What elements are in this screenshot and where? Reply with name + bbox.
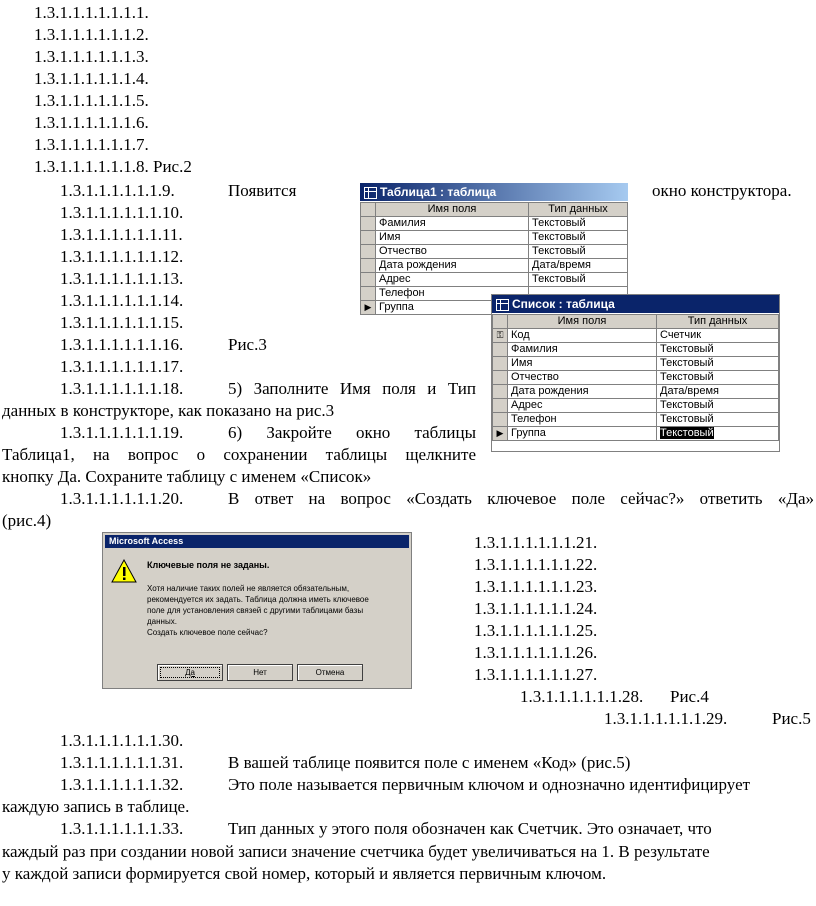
data-type-cell[interactable]: Текстовый <box>529 217 628 231</box>
dialog-body <box>147 583 369 638</box>
row-selector-header <box>493 315 508 329</box>
table-row[interactable] <box>361 245 628 259</box>
item-number: 1.3.1.1.1.1.1.1.23. <box>474 577 598 596</box>
item-number: 1.3.1.1.1.1.1.1.26. <box>474 643 598 662</box>
table-row[interactable] <box>493 329 779 343</box>
item-text: В ответ на вопрос «Создать ключевое поле сейчас?» ответить «Да» <box>228 489 814 508</box>
item-number: 1.3.1.1.1.1.1.1.22. <box>474 555 598 574</box>
field-name-cell[interactable]: Группа <box>376 301 529 315</box>
dialog-body-line: рекомендуется их задать. Таблица должна иметь ключевое <box>147 595 369 604</box>
table2-window <box>491 294 780 452</box>
item-number: 1.3.1.1.1.1.1.1.18. <box>60 379 184 398</box>
item-number: 1.3.1.1.1.1.1.1.14. <box>60 291 184 310</box>
column-header: Имя поля <box>508 315 657 329</box>
item-text: у каждой записи формируется свой номер, который и является первичным ключом. <box>2 864 607 883</box>
figure-caption: Рис.5 <box>772 709 811 728</box>
table-row[interactable] <box>493 357 779 371</box>
data-type-cell[interactable]: Дата/время <box>657 385 779 399</box>
row-selector[interactable] <box>493 357 508 371</box>
row-selector[interactable] <box>361 287 376 301</box>
row-selector[interactable] <box>493 399 508 413</box>
field-name-cell[interactable]: Группа <box>508 427 657 441</box>
item-number: 1.3.1.1.1.1.1.1.27. <box>474 665 598 684</box>
selected-data-type[interactable]: Текстовый <box>660 427 714 439</box>
item-number: 1.3.1.1.1.1.1.1.31. <box>60 753 184 772</box>
field-name-cell[interactable]: Телефон <box>508 413 657 427</box>
data-type-cell[interactable]: Текстовый <box>529 245 628 259</box>
item-number: 1.3.1.1.1.1.1.1.13. <box>60 269 184 288</box>
row-selector[interactable] <box>361 231 376 245</box>
field-name-cell[interactable]: Код <box>508 329 657 343</box>
numbered-line: 1.3.1.1.1.1.1.1.2. <box>34 25 149 44</box>
item-text: В вашей таблице появится поле с именем «Код» (рис.5) <box>228 753 631 772</box>
column-header: Имя поля <box>376 203 529 217</box>
data-type-cell[interactable]: Текстовый <box>657 343 779 357</box>
item-number: 1.3.1.1.1.1.1.1.29. <box>604 709 728 728</box>
field-name-cell[interactable]: Фамилия <box>508 343 657 357</box>
item-text: Это поле называется первичным ключом и однозначно идентифицирует <box>228 775 751 794</box>
table-row[interactable] <box>493 427 779 441</box>
row-selector[interactable] <box>493 385 508 399</box>
numbered-line: 1.3.1.1.1.1.1.1.8. Рис.2 <box>34 157 192 176</box>
item-number: 1.3.1.1.1.1.1.1.25. <box>474 621 598 640</box>
table-row[interactable] <box>493 385 779 399</box>
access-dialog <box>102 532 412 689</box>
data-type-cell[interactable]: Счетчик <box>657 329 779 343</box>
row-selector[interactable] <box>361 259 376 273</box>
table-row[interactable] <box>493 371 779 385</box>
column-header: Тип данных <box>529 203 628 217</box>
data-type-cell[interactable] <box>657 427 779 441</box>
row-selector[interactable] <box>493 413 508 427</box>
table-row[interactable] <box>361 217 628 231</box>
field-name-cell[interactable]: Отчество <box>508 371 657 385</box>
numbered-line: 1.3.1.1.1.1.1.1.3. <box>34 47 149 66</box>
table-row[interactable] <box>361 231 628 245</box>
dialog-body-line: Хотя наличие таких полей не является обязательным, <box>147 584 350 593</box>
item-number: 1.3.1.1.1.1.1.1.12. <box>60 247 184 266</box>
table-icon <box>364 187 377 199</box>
table2-titlebar[interactable] <box>492 295 779 313</box>
item-number: 1.3.1.1.1.1.1.1.21. <box>474 533 598 552</box>
row-selector[interactable] <box>361 273 376 287</box>
item-number: 1.3.1.1.1.1.1.1.33. <box>60 819 184 838</box>
item-text: окно конструктора. <box>652 181 792 200</box>
item-text: каждую запись в таблице. <box>2 797 190 816</box>
item-text: данных в конструкторе, как показано на рис.3 <box>2 401 335 420</box>
row-selector[interactable] <box>361 245 376 259</box>
numbered-line: 1.3.1.1.1.1.1.1.6. <box>34 113 149 132</box>
row-selector[interactable] <box>493 343 508 357</box>
dialog-body-line: данных. <box>147 617 177 626</box>
table-header-row <box>361 203 628 217</box>
table2-title: Список : таблица <box>512 297 615 311</box>
current-row-arrow-icon[interactable]: ▶ <box>493 427 508 441</box>
dialog-body-line: поле для установления связей с другими таблицами базы <box>147 606 364 615</box>
item-number: 1.3.1.1.1.1.1.1.20. <box>60 489 184 508</box>
current-row-arrow-icon[interactable]: ▶ <box>361 301 376 315</box>
numbered-line: 1.3.1.1.1.1.1.1.7. <box>34 135 149 154</box>
item-number: 1.3.1.1.1.1.1.1.17. <box>60 357 184 376</box>
dialog-question: Создать ключевое поле сейчас? <box>147 628 268 637</box>
table-row[interactable] <box>361 259 628 273</box>
table-row[interactable] <box>493 413 779 427</box>
field-name-cell[interactable]: Имя <box>376 231 529 245</box>
row-selector[interactable] <box>361 217 376 231</box>
row-selector-header <box>361 203 376 217</box>
item-text: 6) Закройте окно таблицы <box>228 423 476 442</box>
table-header-row <box>493 315 779 329</box>
dialog-titlebar[interactable]: Microsoft Access <box>105 535 409 548</box>
item-text: Тип данных у этого поля обозначен как Счетчик. Это означает, что <box>228 819 712 838</box>
item-number: 1.3.1.1.1.1.1.1.19. <box>60 423 184 442</box>
item-number: 1.3.1.1.1.1.1.1.9. <box>60 181 175 200</box>
item-number: 1.3.1.1.1.1.1.1.15. <box>60 313 184 332</box>
no-button[interactable]: Нет <box>227 664 293 681</box>
row-selector[interactable] <box>493 371 508 385</box>
item-text: (рис.4) <box>2 511 52 530</box>
field-name-cell[interactable]: Фамилия <box>376 217 529 231</box>
figure-caption: Рис.4 <box>670 687 709 706</box>
item-text: Появится <box>228 181 297 200</box>
field-name-cell[interactable]: Адрес <box>376 273 529 287</box>
yes-button[interactable]: Да <box>157 664 223 681</box>
field-name-cell[interactable]: Дата рождения <box>376 259 529 273</box>
field-name-cell[interactable]: Адрес <box>508 399 657 413</box>
figure-caption: Рис.3 <box>228 335 267 354</box>
field-name-cell[interactable]: Имя <box>508 357 657 371</box>
item-number: 1.3.1.1.1.1.1.1.28. <box>520 687 644 706</box>
table1-titlebar[interactable] <box>360 183 628 201</box>
field-name-cell[interactable]: Телефон <box>376 287 529 301</box>
numbered-line: 1.3.1.1.1.1.1.1.5. <box>34 91 149 110</box>
table1-title: Таблица1 : таблица <box>380 185 497 199</box>
data-type-cell[interactable]: Текстовый <box>529 273 628 287</box>
item-number: 1.3.1.1.1.1.1.1.16. <box>60 335 184 354</box>
warning-icon <box>111 559 137 583</box>
item-number: 1.3.1.1.1.1.1.1.10. <box>60 203 184 222</box>
table-row[interactable] <box>493 343 779 357</box>
cancel-button[interactable]: Отмена <box>297 664 363 681</box>
data-type-cell[interactable]: Текстовый <box>657 413 779 427</box>
table-row[interactable] <box>493 399 779 413</box>
item-text: Таблица1, на вопрос о сохранении таблицы щелкните <box>2 445 476 464</box>
item-text: 5) Заполните Имя поля и Тип <box>228 379 476 398</box>
primary-key-icon[interactable]: ⚿ <box>493 329 508 343</box>
item-text: кнопку Да. Сохраните таблицу с именем «Список» <box>2 467 372 486</box>
item-number: 1.3.1.1.1.1.1.1.11. <box>60 225 183 244</box>
field-name-cell[interactable]: Отчество <box>376 245 529 259</box>
data-type-cell[interactable]: Текстовый <box>657 399 779 413</box>
data-type-cell[interactable]: Текстовый <box>529 231 628 245</box>
numbered-line: 1.3.1.1.1.1.1.1.1. <box>34 3 149 22</box>
table2-grid <box>492 314 779 441</box>
column-header: Тип данных <box>657 315 779 329</box>
item-number: 1.3.1.1.1.1.1.1.32. <box>60 775 184 794</box>
numbered-line: 1.3.1.1.1.1.1.1.4. <box>34 69 149 88</box>
item-number: 1.3.1.1.1.1.1.1.24. <box>474 599 598 618</box>
table-row[interactable] <box>361 273 628 287</box>
data-type-cell[interactable]: Текстовый <box>657 371 779 385</box>
item-number: 1.3.1.1.1.1.1.1.30. <box>60 731 184 750</box>
item-text: каждый раз при создании новой записи значение счетчика будет увеличиваться на 1. В результате <box>2 842 710 861</box>
dialog-heading: Ключевые поля не заданы. <box>147 560 270 570</box>
field-name-cell[interactable]: Дата рождения <box>508 385 657 399</box>
data-type-cell[interactable]: Дата/время <box>529 259 628 273</box>
data-type-cell[interactable]: Текстовый <box>657 357 779 371</box>
table-icon <box>496 299 509 311</box>
